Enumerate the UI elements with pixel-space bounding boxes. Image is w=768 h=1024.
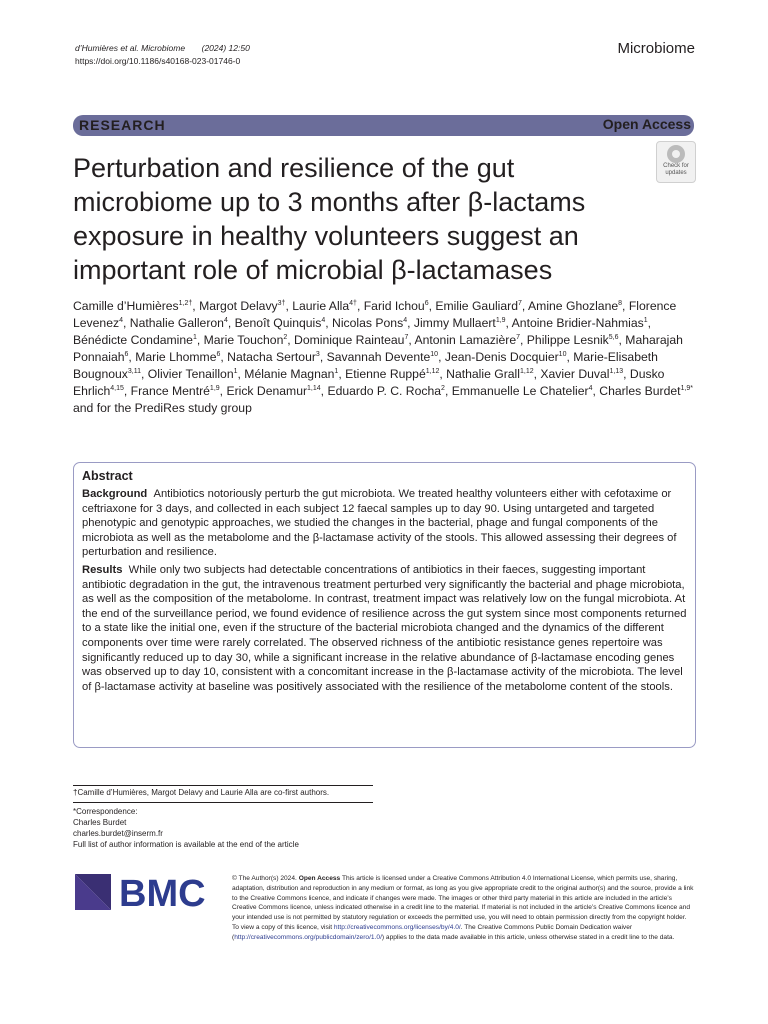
author-affiliation: 2 — [283, 333, 288, 341]
author-item — [73, 299, 192, 313]
author-affiliation: 1,13 — [609, 367, 624, 375]
author-item — [135, 350, 220, 364]
author-affiliation: 1,14 — [307, 384, 321, 392]
author-name: Maharajah Ponnaiah — [73, 333, 683, 364]
author-item — [227, 350, 320, 364]
author-name: France Mentré — [130, 384, 210, 398]
author-affiliation: 4 — [403, 316, 408, 324]
author-name: Eduardo P. C. Rocha — [327, 384, 442, 398]
author-name: Natacha Sertour — [227, 350, 316, 364]
bmc-logo-text: BMC — [119, 874, 206, 910]
author-affiliation: 3† — [277, 299, 286, 307]
author-affiliation: 1,12 — [425, 367, 440, 375]
abstract-results — [82, 563, 688, 694]
author-name: Philippe Lesnik — [526, 333, 609, 347]
license-text-2: . The Creative Commons Public Domain Dedication waiver ( — [232, 923, 633, 941]
author-name: Etienne Ruppé — [345, 367, 426, 381]
author-name: Benoît Quinquis — [234, 316, 322, 330]
author-item — [199, 299, 285, 313]
author-affiliation: 10 — [430, 350, 439, 358]
author-item — [435, 299, 522, 313]
author-name: Marie Lhomme — [135, 350, 217, 364]
author-affiliation: 1,2† — [178, 299, 193, 307]
author-affiliation: 1,9* — [680, 384, 694, 392]
author-affiliation: 4,15 — [110, 384, 124, 392]
author-affiliation: 1,9 — [495, 316, 506, 324]
check-updates-icon — [667, 145, 685, 163]
results-text: While only two subjects had detectable concentrations of antibiotics in their faeces, suggesting important antibiotic degradation in the gut, the intravenous treatment perturbed very significantly the bacterial and phage microbiota, as well as the composition of the metabolome. In contrast, treatment impact was relatively low on the fungal microbiota. At the end of the surveillance period, we found evidence of resilience across the gut system since most components returned to a state like the initial one, even if the structure of the bacterial microbiota changed and the dynamics of the different components over time were rarely correlated. The observed richness of the antibiotic resistance genes repertoire was significantly reduced up to day 30, while a significant increase in the relative abundance of β-lactamase encoding genes was observed up to day 10, consistent with a concomitant increase in the β-lactamase activity of the microbiota. The level of β-lactamase activity at baseline was positively associated with the resilience of the metabolome content of the stools. — [82, 563, 687, 693]
author-name: Jimmy Mullaert — [413, 316, 496, 330]
author-name: Florence Levenez — [73, 299, 677, 330]
author-affiliation: 2 — [441, 384, 445, 392]
background-label: Background — [82, 488, 148, 500]
author-affiliation: 7 — [404, 333, 409, 341]
author-name: Bénédicte Condamine — [73, 333, 193, 347]
bmc-logo — [75, 874, 215, 910]
license-link-cc-by[interactable]: http://creativecommons.org/licenses/by/4.0/ — [333, 923, 461, 931]
license-open-access: Open Access — [298, 875, 341, 882]
author-name: Savannah Devente — [326, 350, 431, 364]
author-item — [512, 316, 648, 330]
author-name: Dominique Rainteau — [294, 333, 405, 347]
author-affiliation: 5,6 — [608, 333, 619, 341]
license-text-1: This article is licensed under a Creative Commons Attribution 4.0 International License, which permits use, sharing, adaptation, distribution and reproduction in any medium or format, as long as you give appropriate credit to the original author(s) and the source, provide a link to the Creative Commons licence, and indicate if changes were made. The images or other third party material in this article are included in the article’s Creative Commons licence, unless indicated otherwise in a credit line to the material. If material is not included in the article’s Creative Commons licence and your intended use is not permitted by statutory regulation or exceeds the permitted use, you will need to obtain permission directly from the copyright holder. To view a copy of this licence, visit — [232, 875, 694, 931]
license-text-3: ) applies to the data made available in this article, unless otherwise stated in a credit line to the data. — [381, 933, 675, 941]
license-prefix: © The Author(s) 2024. — [232, 875, 299, 882]
citation-year-volume: (2024) 12:50 — [201, 43, 250, 53]
author-item — [414, 316, 506, 330]
author-item — [73, 333, 197, 347]
check-updates-label-2: updates — [665, 169, 687, 176]
author-affiliation: 4 — [321, 316, 326, 324]
author-item — [148, 367, 238, 381]
author-affiliation: 4 — [588, 384, 593, 392]
section-label: RESEARCH — [79, 117, 166, 133]
check-updates-label-1: Check for — [663, 163, 689, 169]
author-name: Camille d’Humières — [73, 299, 179, 313]
author-affiliation: 1 — [233, 367, 238, 375]
author-item — [131, 384, 220, 398]
author-affiliation: 1 — [643, 316, 648, 324]
cofirst-footnote: †Camille d’Humières, Margot Delavy and Laurie Alla are co-first authors. — [73, 785, 373, 797]
citation-authors: d’Humières et al. Microbiome — [75, 43, 186, 53]
author-name: Antoine Bridier-Nahmias — [511, 316, 644, 330]
author-item — [446, 367, 533, 381]
study-group-suffix: and for the PrediRes study group — [73, 401, 252, 415]
author-item — [294, 333, 408, 347]
open-access-label: Open Access — [602, 116, 691, 132]
author-name: Marie Touchon — [203, 333, 284, 347]
author-name: Marie-Elisabeth Bougnoux — [73, 350, 658, 381]
author-affiliation: 8 — [618, 299, 623, 307]
author-name: Mélanie Magnan — [244, 367, 335, 381]
abstract-heading: Abstract — [82, 469, 133, 483]
author-name: Charles Burdet — [599, 384, 681, 398]
abstract-box — [73, 462, 696, 748]
section-banner — [73, 115, 694, 136]
author-item — [327, 384, 445, 398]
running-header — [75, 42, 250, 68]
author-item — [204, 333, 288, 347]
correspondence-name: Charles Burdet — [73, 818, 127, 827]
author-item — [130, 316, 228, 330]
author-name: Amine Ghozlane — [528, 299, 619, 313]
author-item — [445, 350, 567, 364]
author-name: Erick Denamur — [226, 384, 308, 398]
author-item — [527, 333, 619, 347]
author-affiliation: 3 — [315, 350, 320, 358]
doi-link[interactable]: https://doi.org/10.1186/s40168-023-01746-0 — [75, 56, 241, 66]
author-item — [452, 384, 593, 398]
author-item — [235, 316, 326, 330]
author-info-note: Full list of author information is available at the end of the article — [73, 840, 299, 849]
journal-name: Microbiome — [617, 40, 695, 57]
author-item — [244, 367, 338, 381]
author-affiliation: 7 — [518, 299, 522, 307]
author-item — [364, 299, 429, 313]
author-item — [345, 367, 439, 381]
author-affiliation: 1,12 — [519, 367, 534, 375]
article-title: Perturbation and resilience of the gut microbiome up to 3 months after β-lactams exposure in healthy volunteers suggest an important role of microbial β-lactamases — [73, 153, 586, 285]
author-affiliation: 10 — [558, 350, 567, 358]
author-affiliation: 1 — [334, 367, 339, 375]
author-affiliation: 6 — [124, 350, 129, 358]
author-affiliation: 1 — [192, 333, 197, 341]
license-text — [232, 874, 694, 943]
correspondence-email[interactable]: charles.burdet@inserm.fr — [73, 829, 163, 838]
author-item — [540, 367, 623, 381]
author-name: Emmanuelle Le Chatelier — [451, 384, 589, 398]
author-item — [414, 333, 520, 347]
author-affiliation: 4 — [223, 316, 228, 324]
author-affiliation: 4 — [119, 316, 123, 324]
author-item — [332, 316, 407, 330]
author-item — [599, 384, 693, 398]
background-text: Antibiotics notoriously perturb the gut microbiota. We treated healthy volunteers either with cefotaxime or ceftriaxone for 3 days, and collected in each subject 12 faecal samples up to day 90. Using untargeted and targeted phenotypic and genotypic approaches, we studied the changes in the bacterial, phage and fungal components of the microbiota as well as the metabolome and the β-lactamase activity of the stools. This allowed assessing their degrees of perturbation and resilience. — [82, 488, 677, 559]
author-affiliation: 4† — [349, 299, 357, 307]
author-affiliation: 1,9 — [209, 384, 220, 392]
correspondence-block — [73, 802, 373, 850]
abstract-background — [82, 487, 688, 560]
author-affiliation: 6 — [216, 350, 221, 358]
author-name: Olivier Tenaillon — [147, 367, 234, 381]
author-name: Laurie Alla — [292, 299, 350, 313]
author-list: Camille d’Humières$^{1,2\dagger}$, Margot Delavy$^{3\dagger}$, Laurie Alla$^{4\dagger}$, Farid Ichou$^6$, Emilie Gauliard$^7$, Amine Ghozlane$^8$, Florence Levenez$^4$, Nathalie Galleron$^4$, Benoît Quinquis$^4$, Nicolas Pons$^4$, Jimmy Mullaert$^{1,9}$, Antoine Bridier-Nahmias$^1$, Bénédicte Condamine$^1$, Marie Touchon$^2$, Dominique Rainteau$^7$, Antonin Lamazière$^7$, Philippe Lesnik$^{5,6}$, Maharajah Ponnaiah$^6$, Marie Lhomme$^6$, Natacha Sertour$^3$, Savannah Devente$^{10}$, Jean-Denis Docquier$^{10}$, Marie-Elisabeth Bougnoux$^{3,11}$, Olivier Tenaillon$^1$, Mélanie Magnan$^1$, Etienne Ruppé$^{1,12}$, Nathalie Grall$^{1,12}$, Xavier Duval$^{1,13}$, Dusko Ehrlich$^{4,15}$, France Mentré$^{1,9}$, Erick Denamur$^{1,14}$, Eduardo P. C. Rocha$^2$, Emmanuelle Le Chatelier$^4$, Charles Burdet$^{1,9*}$ and for the PrediRes study group — [73, 299, 694, 415]
author-item — [528, 299, 622, 313]
author-name: Dusko Ehrlich — [73, 367, 665, 398]
author-name: Nicolas Pons — [332, 316, 404, 330]
author-item — [226, 384, 320, 398]
author-affiliation: 3,11 — [127, 367, 142, 375]
check-for-updates-button[interactable] — [656, 141, 696, 183]
author-name: Xavier Duval — [540, 367, 610, 381]
author-name: Margot Delavy — [199, 299, 278, 313]
author-name: Emilie Gauliard — [435, 299, 519, 313]
author-affiliation: 7 — [516, 333, 521, 341]
author-name: Nathalie Galleron — [129, 316, 224, 330]
author-item — [292, 299, 357, 313]
author-name: Antonin Lamazière — [414, 333, 517, 347]
author-item — [327, 350, 438, 364]
author-name: Jean-Denis Docquier — [444, 350, 559, 364]
correspondence-label: *Correspondence: — [73, 807, 138, 816]
author-name: Nathalie Grall — [446, 367, 520, 381]
author-affiliation: 6 — [424, 299, 429, 307]
results-label: Results — [82, 563, 123, 576]
license-link-cc-zero[interactable]: http://creativecommons.org/publicdomain/zero/1.0/ — [234, 933, 382, 941]
author-name: Farid Ichou — [363, 299, 425, 313]
